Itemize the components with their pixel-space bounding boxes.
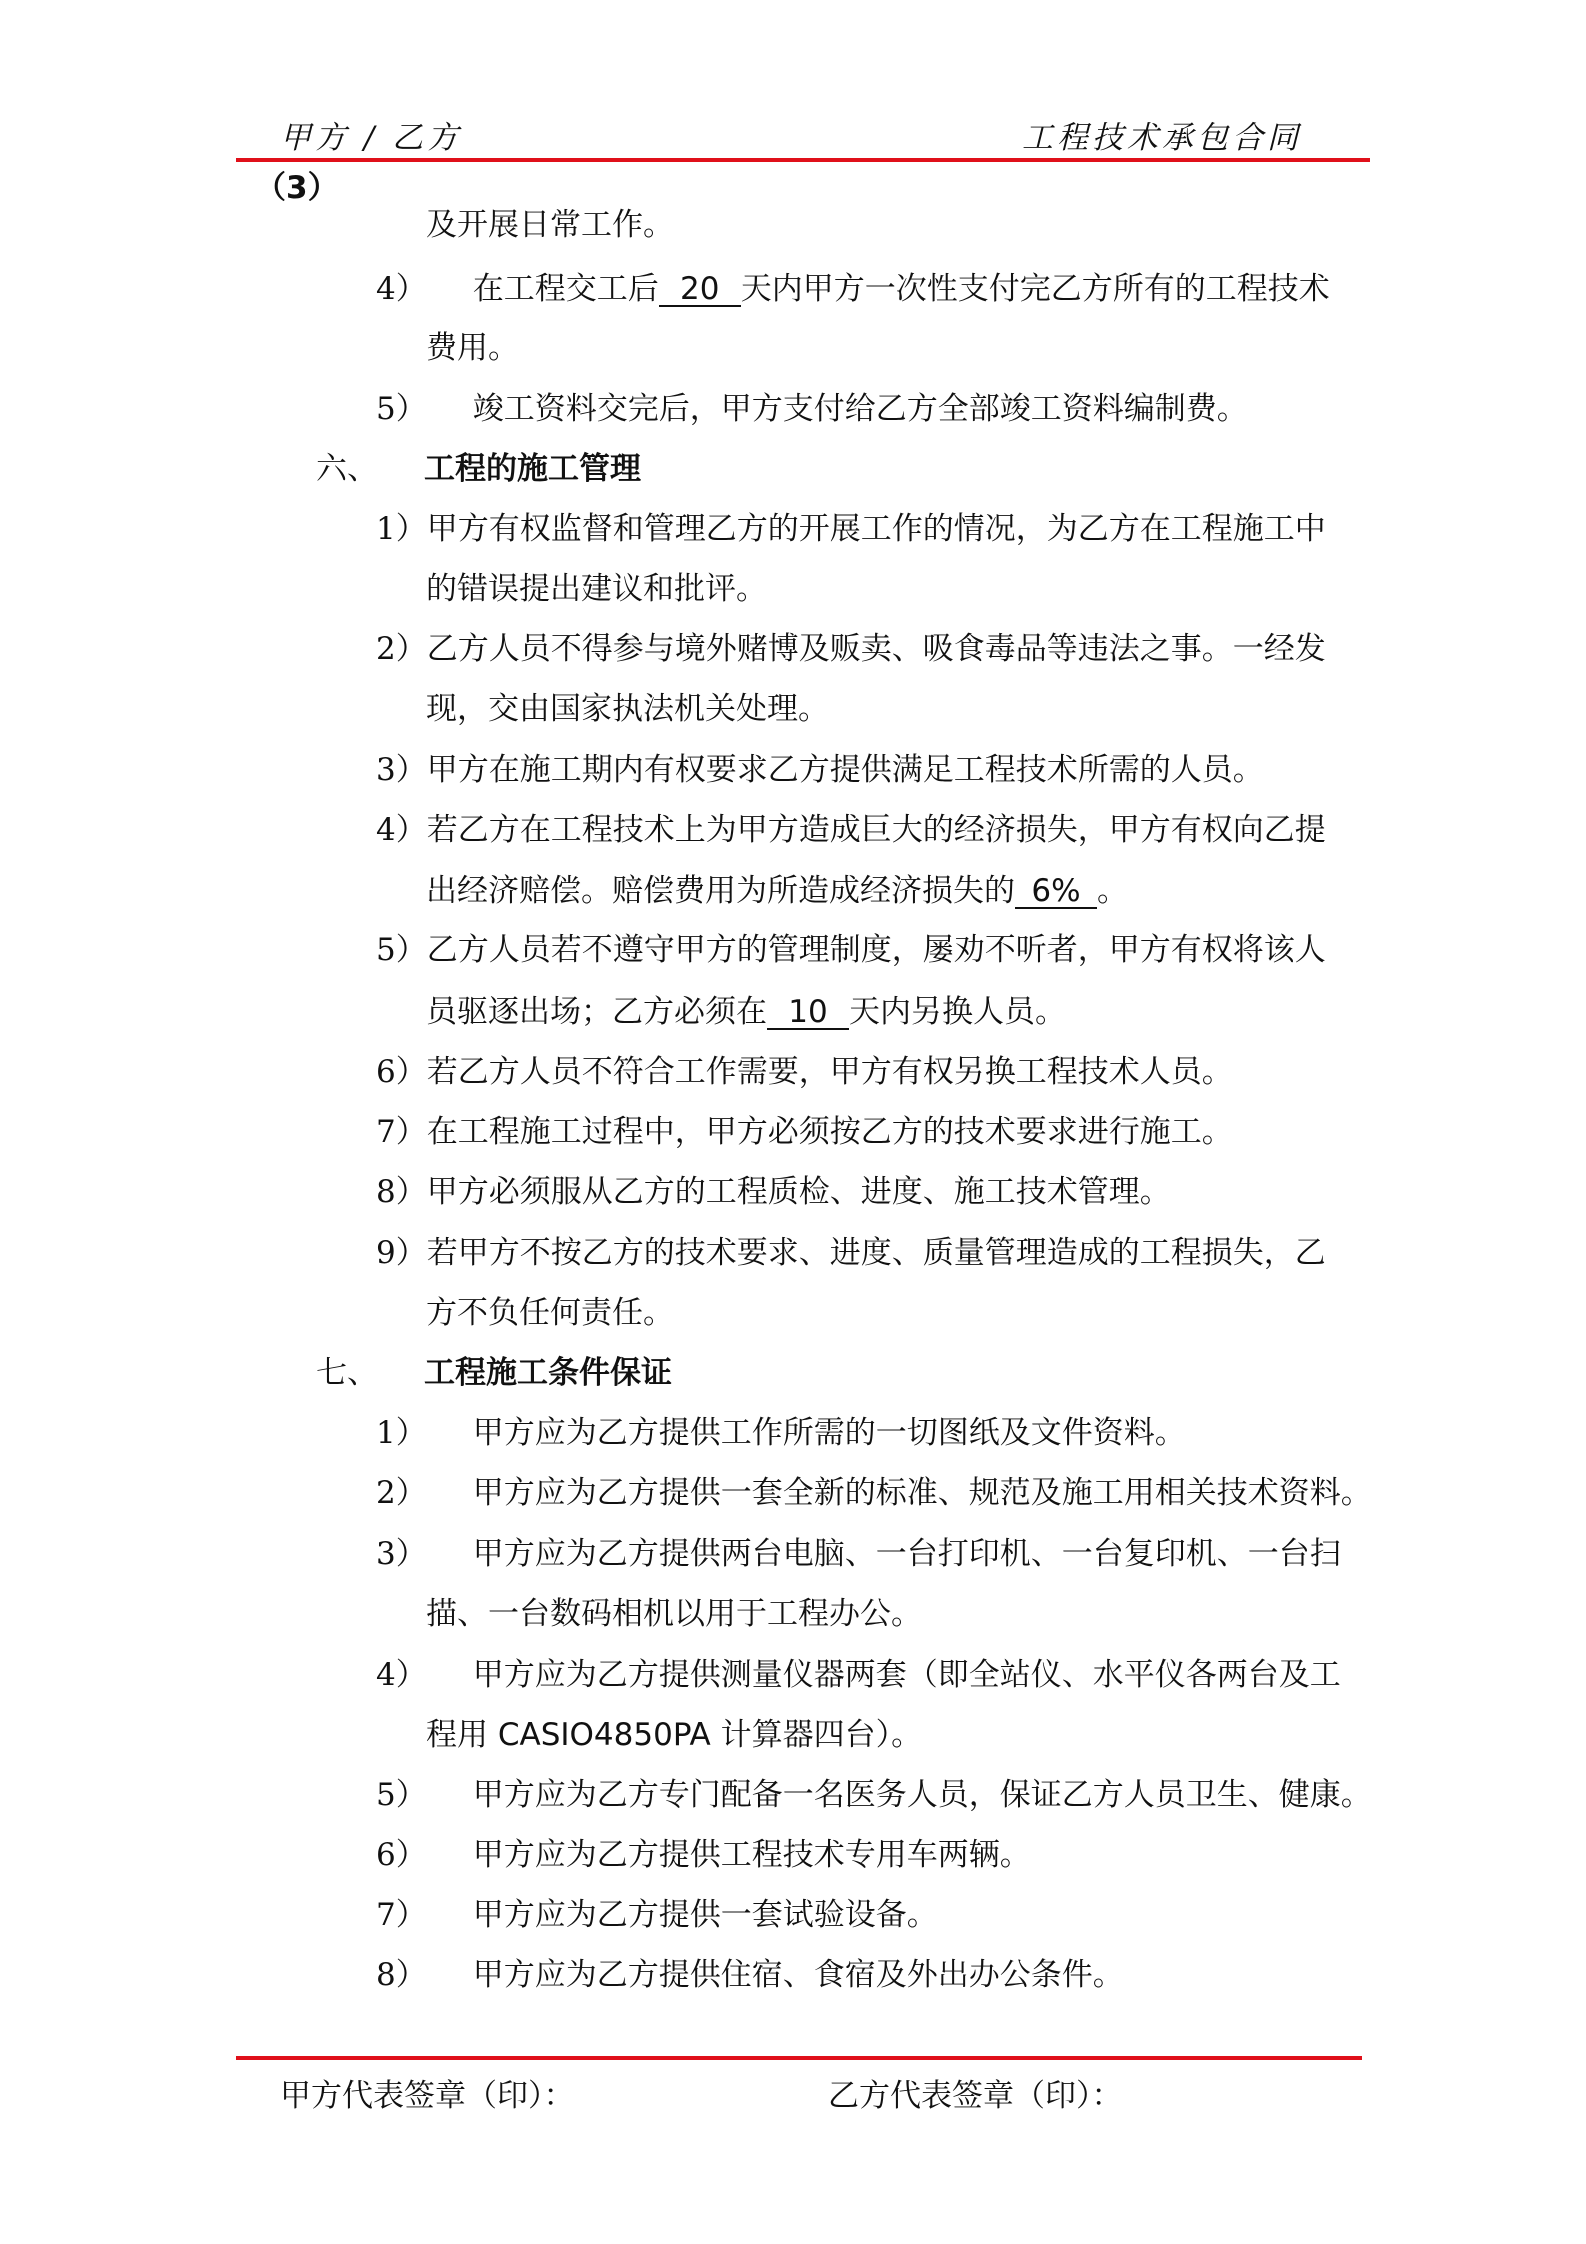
item-number: 六、 xyxy=(316,451,378,487)
item-number: 1） xyxy=(376,1415,427,1451)
header-party-label: 甲方 / 乙方 xyxy=(280,120,463,156)
document-line xyxy=(376,1054,1233,1090)
item-text: 的错误提出建议和批评。 xyxy=(426,571,767,607)
document-line xyxy=(376,631,1326,667)
header-contract-title: 工程技术承包合同 xyxy=(1022,120,1302,156)
item-text: 甲方应为乙方提供测量仪器两套（即全站仪、水平仪各两台及工 xyxy=(472,1657,1341,1693)
item-text: 出经济赔偿。赔偿费用为所造成经济损失的 xyxy=(426,873,1015,909)
item-text: 天内甲方一次性支付完乙方所有的工程技术 xyxy=(740,271,1330,307)
item-text: 甲方应为乙方提供两台电脑、一台打印机、一台复印机、一台扫 xyxy=(472,1536,1341,1572)
party-a-signature-label: 甲方代表签章（印）： xyxy=(280,2078,575,2114)
document-line xyxy=(376,1657,1341,1693)
item-text: 现，交由国家执法机关处理。 xyxy=(426,691,829,727)
document-line xyxy=(316,1355,672,1391)
item-text: 乙方人员若不遵守甲方的管理制度，屡劝不听者，甲方有权将该人 xyxy=(426,932,1326,968)
footer-divider xyxy=(236,2056,1362,2060)
item-number: 5） xyxy=(376,1777,427,1813)
item-text: 费用。 xyxy=(426,330,519,366)
item-text: 在工程交工后 xyxy=(472,271,659,307)
document-line xyxy=(376,391,1248,427)
document-line xyxy=(376,1957,1124,1993)
item-number: 5） xyxy=(376,932,427,968)
item-text: 方不负任何责任。 xyxy=(426,1295,674,1331)
document-line xyxy=(376,1536,1341,1572)
document-line xyxy=(376,1415,1186,1451)
document-line xyxy=(426,207,674,243)
filled-blank: 20 xyxy=(659,274,741,307)
item-number: 1） xyxy=(376,511,427,547)
item-text: 若乙方在工程技术上为甲方造成巨大的经济损失，甲方有权向乙提 xyxy=(426,812,1326,848)
item-number: 8） xyxy=(376,1174,427,1210)
item-number: 9） xyxy=(376,1235,427,1271)
item-number: 4） xyxy=(376,271,427,307)
item-number: 6） xyxy=(376,1054,427,1090)
item-number: 7） xyxy=(376,1897,427,1933)
item-number: 5） xyxy=(376,391,427,427)
document-line xyxy=(376,1837,1031,1873)
item-number: 2） xyxy=(376,631,427,667)
item-text: 甲方应为乙方提供一套试验设备。 xyxy=(472,1897,938,1933)
item-text: 。 xyxy=(1097,873,1128,909)
item-number: 3） xyxy=(376,752,427,788)
document-line xyxy=(376,1777,1372,1813)
document-line xyxy=(376,1235,1326,1271)
item-text: 若乙方人员不符合工作需要，甲方有权另换工程技术人员。 xyxy=(426,1054,1233,1090)
item-text: 甲方应为乙方提供工作所需的一切图纸及文件资料。 xyxy=(472,1415,1186,1451)
document-line xyxy=(426,1295,674,1331)
item-number: 2） xyxy=(376,1475,427,1511)
item-text: 在工程施工过程中，甲方必须按乙方的技术要求进行施工。 xyxy=(426,1114,1233,1150)
document-line xyxy=(426,571,767,607)
item-text: 竣工资料交完后，甲方支付给乙方全部竣工资料编制费。 xyxy=(472,391,1248,427)
header-divider xyxy=(236,158,1370,162)
section-title: 工程施工条件保证 xyxy=(424,1355,672,1391)
item-text: 天内另换人员。 xyxy=(849,994,1066,1030)
item-number: 4） xyxy=(376,812,427,848)
document-line xyxy=(316,451,641,487)
document-line xyxy=(426,1596,922,1632)
item-text: 乙方人员不得参与境外赌博及贩卖、吸食毒品等违法之事。一经发 xyxy=(426,631,1326,667)
filled-blank: 10 xyxy=(767,997,849,1030)
item-text: 员驱逐出场；乙方必须在 xyxy=(426,994,767,1030)
document-line xyxy=(376,1114,1233,1150)
document-line xyxy=(376,812,1326,848)
document-line xyxy=(426,691,829,727)
item-text: 若甲方不按乙方的技术要求、进度、质量管理造成的工程损失，乙 xyxy=(426,1235,1326,1271)
document-line xyxy=(426,1717,923,1753)
item-text: 程用 CASIO4850PA 计算器四台）。 xyxy=(426,1717,923,1753)
document-line xyxy=(376,1475,1372,1511)
item-text: 甲方应为乙方提供工程技术专用车两辆。 xyxy=(472,1837,1031,1873)
document-line xyxy=(426,873,1128,909)
item-number: 4） xyxy=(376,1657,427,1693)
item-text: 甲方在施工期内有权要求乙方提供满足工程技术所需的人员。 xyxy=(426,752,1264,788)
item-text: 甲方必须服从乙方的工程质检、进度、施工技术管理。 xyxy=(426,1174,1171,1210)
item-text: 甲方应为乙方提供一套全新的标准、规范及施工用相关技术资料。 xyxy=(472,1475,1372,1511)
item-number: 8） xyxy=(376,1957,427,1993)
item-number: 3） xyxy=(376,1536,427,1572)
section-title: 工程的施工管理 xyxy=(424,451,641,487)
document-line xyxy=(376,1174,1171,1210)
document-line xyxy=(426,330,519,366)
item-text: 及开展日常工作。 xyxy=(426,207,674,243)
document-line xyxy=(376,1897,938,1933)
filled-blank: 6% xyxy=(1015,876,1097,909)
document-line xyxy=(376,932,1326,968)
item-text: 描、一台数码相机以用于工程办公。 xyxy=(426,1596,922,1632)
item-text: 甲方应为乙方专门配备一名医务人员，保证乙方人员卫生、健康。 xyxy=(472,1777,1372,1813)
item-text: 甲方有权监督和管理乙方的开展工作的情况，为乙方在工程施工中 xyxy=(426,511,1326,547)
item-number: 6） xyxy=(376,1837,427,1873)
page-number: （3） xyxy=(255,170,339,206)
party-b-signature-label: 乙方代表签章（印）： xyxy=(828,2078,1123,2114)
document-line xyxy=(426,994,1066,1030)
item-number: 七、 xyxy=(316,1355,378,1391)
document-line xyxy=(376,752,1264,788)
document-line xyxy=(376,511,1326,547)
item-number: 7） xyxy=(376,1114,427,1150)
item-text: 甲方应为乙方提供住宿、食宿及外出办公条件。 xyxy=(472,1957,1124,1993)
document-line xyxy=(376,271,1330,307)
